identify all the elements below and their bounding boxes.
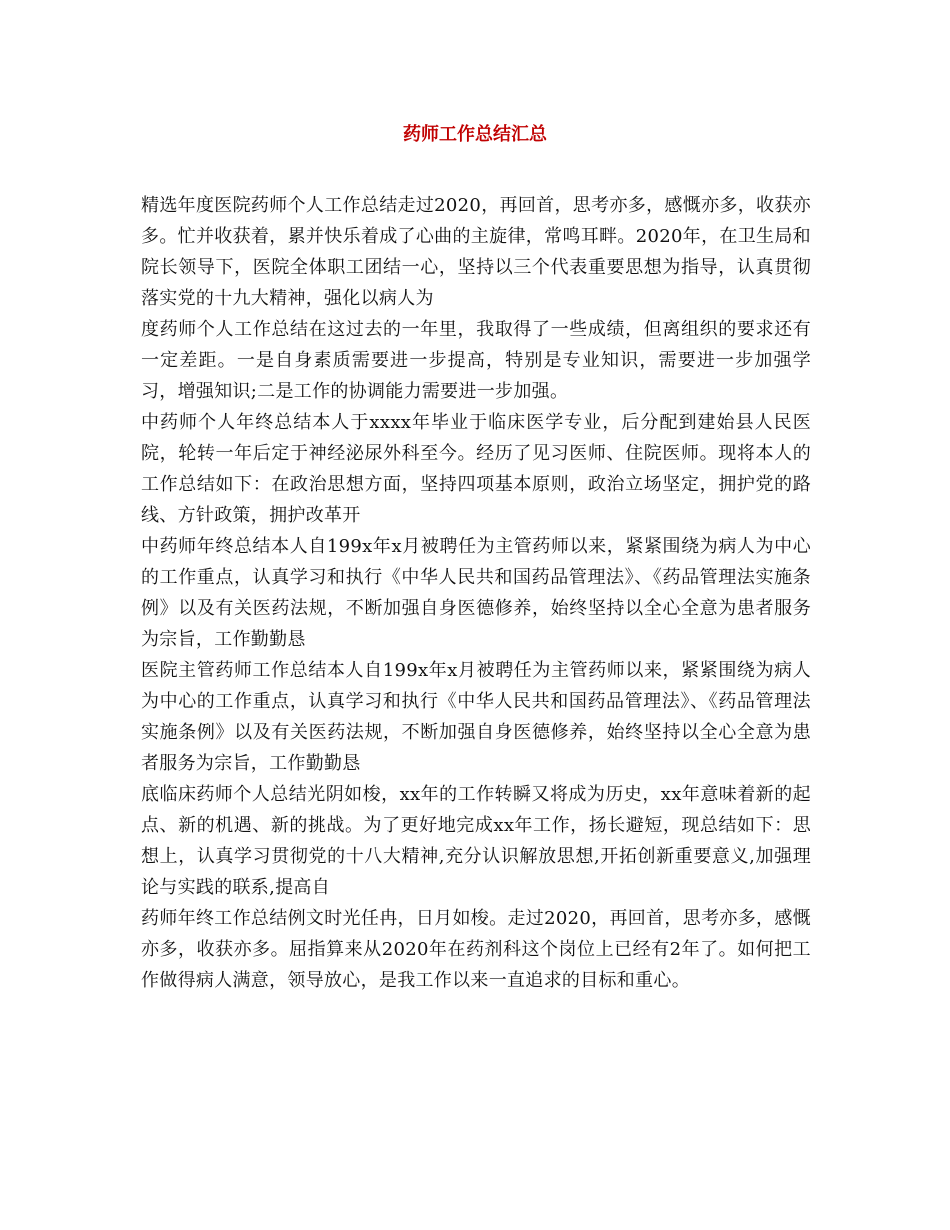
document-body bbox=[141, 190, 811, 996]
paragraph: 度药师个人工作总结在这过去的一年里，我取得了一些成绩，但离组织的要求还有一定差距。一是自身素质需要进一步提高，特别是专业知识，需要进一步加强学习，增强知识;二是工作的协调能力需要进一步加强。 bbox=[141, 319, 811, 402]
paragraph: 医院主管药师工作总结本人自199x年x月被聘任为主管药师以来，紧紧围绕为病人为中心的工作重点，认真学习和执行《中华人民共和国药品管理法》、《药品管理法实施条例》以及有关医药法规，不断加强自身医德修养，始终坚持以全心全意为患者服务为宗旨，工作勤勤恳 bbox=[141, 660, 811, 774]
paragraph: 药师年终工作总结例文时光任冉，日月如梭。走过2020，再回首，思考亦多，感慨亦多，收获亦多。屈指算来从2020年在药剂科这个岗位上已经有2年了。如何把工作做得病人满意，领导放心，是我工作以来一直追求的目标和重心。 bbox=[141, 908, 811, 991]
paragraph: 底临床药师个人总结光阴如梭，xx年的工作转瞬又将成为历史，xx年意味着新的起点、新的机遇、新的挑战。为了更好地完成xx年工作，扬长避短，现总结如下：思想上，认真学习贯彻党的十八大精神,充分认识解放思想,开拓创新重要意义,加强理论与实践的联系,提高自 bbox=[141, 784, 811, 898]
paragraph: 中药师个人年终总结本人于xxxx年毕业于临床医学专业，后分配到建始县人民医院，轮转一年后定于神经泌尿外科至今。经历了见习医师、住院医师。现将本人的工作总结如下：在政治思想方面，坚持四项基本原则，政治立场坚定，拥护党的路线、方针政策，拥护改革开 bbox=[141, 412, 811, 526]
paragraph: 精选年度医院药师个人工作总结走过2020，再回首，思考亦多，感慨亦多，收获亦多。忙并收获着，累并快乐着成了心曲的主旋律，常鸣耳畔。2020年，在卫生局和院长领导下，医院全体职工团结一心，坚持以三个代表重要思想为指导，认真贯彻落实党的十九大精神，强化以病人为 bbox=[141, 195, 811, 309]
paragraph: 中药师年终总结本人自199x年x月被聘任为主管药师以来，紧紧围绕为病人为中心的工作重点，认真学习和执行《中华人民共和国药品管理法》、《药品管理法实施条例》以及有关医药法规，不断加强自身医德修养，始终坚持以全心全意为患者服务为宗旨，工作勤勤恳 bbox=[141, 536, 811, 650]
document-title: 药师工作总结汇总 bbox=[403, 124, 547, 145]
